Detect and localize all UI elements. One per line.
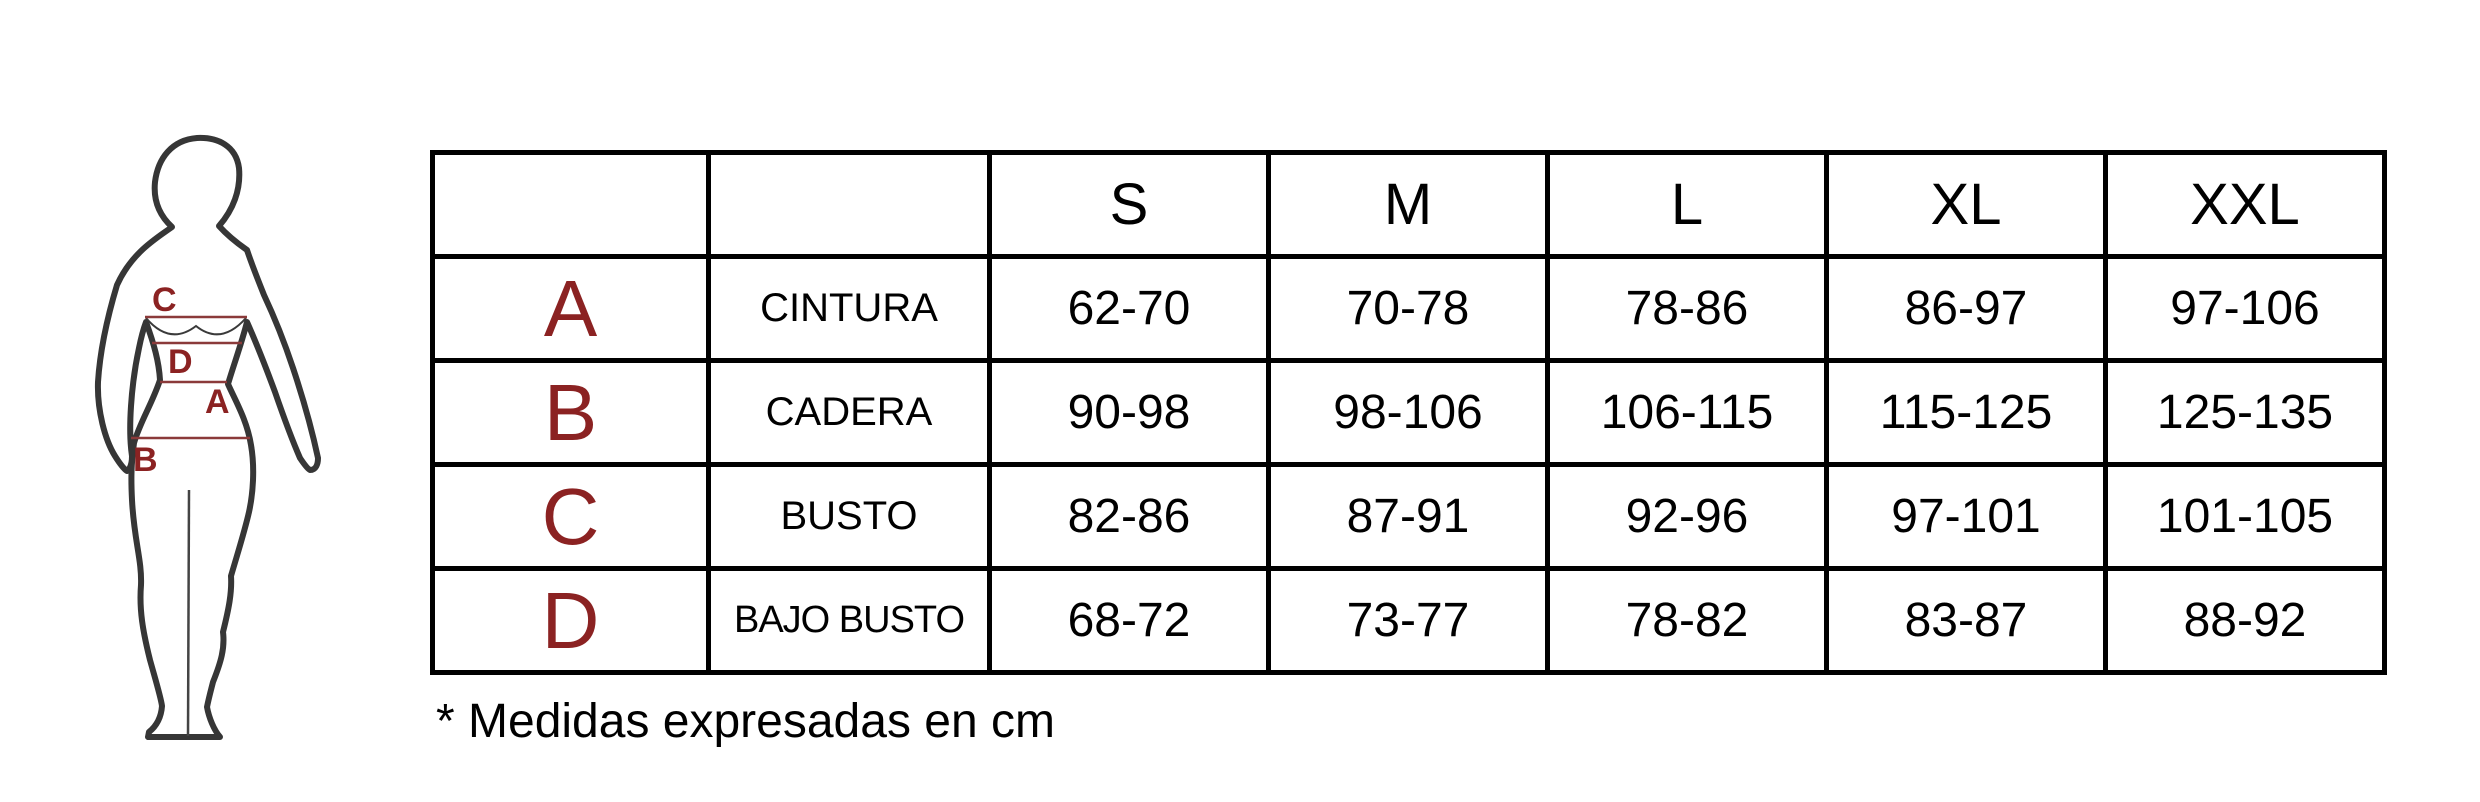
size-value: 106-115	[1548, 361, 1827, 465]
measure-name: CADERA	[709, 361, 990, 465]
size-value: 82-86	[990, 465, 1269, 569]
size-value: 87-91	[1269, 465, 1548, 569]
table-row-cadera	[433, 361, 2385, 465]
size-value: 90-98	[990, 361, 1269, 465]
size-header-l: L	[1548, 153, 1827, 257]
units-footnote: * Medidas expresadas en cm	[436, 695, 1055, 748]
size-value: 62-70	[990, 257, 1269, 361]
size-value: 70-78	[1269, 257, 1548, 361]
size-value: 98-106	[1269, 361, 1548, 465]
size-value: 125-135	[2106, 361, 2385, 465]
table-row-bajo-busto	[433, 569, 2385, 673]
size-value: 86-97	[1827, 257, 2106, 361]
size-value: 115-125	[1827, 361, 2106, 465]
table-row-cintura	[433, 257, 2385, 361]
size-header-s: S	[990, 153, 1269, 257]
size-value: 97-106	[2106, 257, 2385, 361]
size-value: 73-77	[1269, 569, 1548, 673]
size-value: 97-101	[1827, 465, 2106, 569]
row-letter: B	[433, 361, 709, 465]
figure-label-A: A	[205, 383, 230, 421]
row-letter: D	[433, 569, 709, 673]
size-value: 68-72	[990, 569, 1269, 673]
measurement-figure	[0, 0, 430, 797]
size-value: 83-87	[1827, 569, 2106, 673]
measure-name: BAJO BUSTO	[709, 569, 990, 673]
size-header-m: M	[1269, 153, 1548, 257]
size-header-xxl: XXL	[2106, 153, 2385, 257]
row-letter: C	[433, 465, 709, 569]
table-row-busto	[433, 465, 2385, 569]
figure-label-B: B	[133, 441, 158, 479]
figure-label-D: D	[168, 343, 193, 381]
size-value: 88-92	[2106, 569, 2385, 673]
size-value: 92-96	[1548, 465, 1827, 569]
size-value: 78-86	[1548, 257, 1827, 361]
corner-cell	[709, 153, 990, 257]
figure-label-C: C	[152, 281, 177, 319]
size-value: 101-105	[2106, 465, 2385, 569]
size-header-xl: XL	[1827, 153, 2106, 257]
row-letter: A	[433, 257, 709, 361]
inner-leg-line	[188, 490, 189, 736]
size-chart-table	[430, 150, 2387, 675]
corner-cell	[433, 153, 709, 257]
table-header-row	[433, 153, 2385, 257]
size-value: 78-82	[1548, 569, 1827, 673]
body-silhouette-svg	[0, 0, 430, 797]
measure-name: BUSTO	[709, 465, 990, 569]
measure-name: CINTURA	[709, 257, 990, 361]
